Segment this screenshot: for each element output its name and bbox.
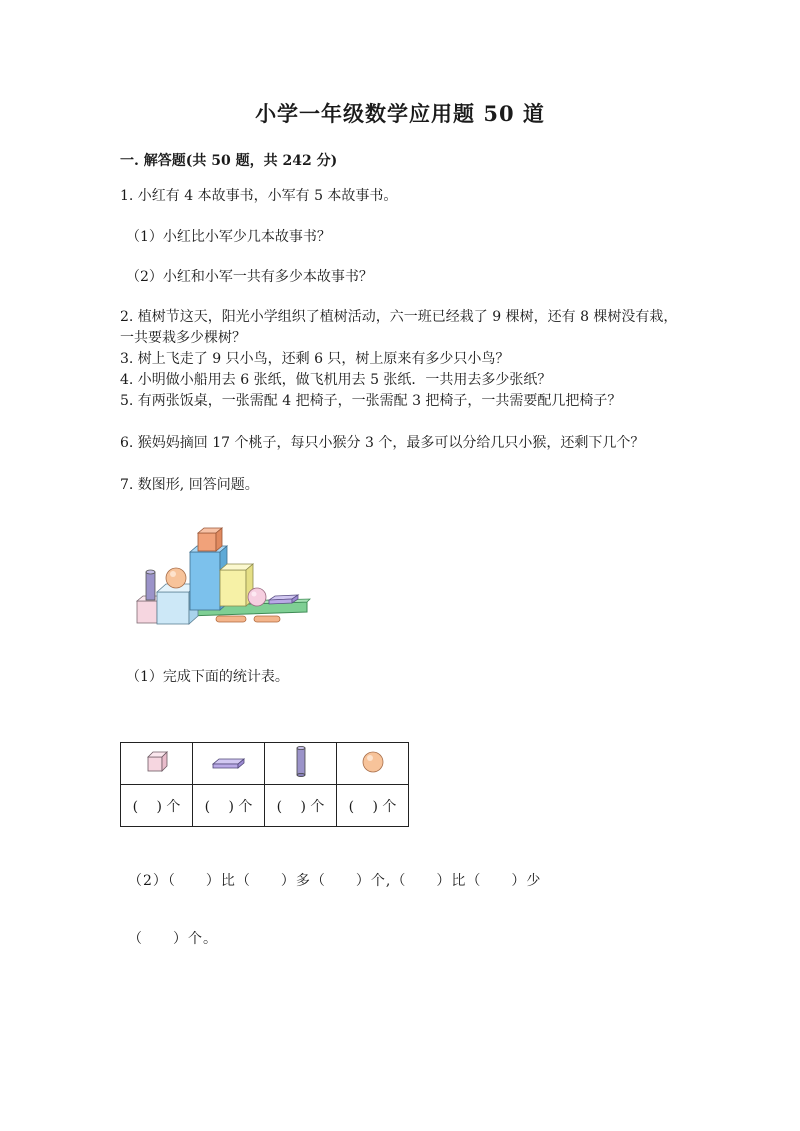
tall-blue-box-shape [190, 552, 220, 610]
yellow-box-shape [220, 570, 246, 606]
cylinder-shape [146, 572, 155, 600]
question-6: 6. 猴妈妈摘回 17 个桃子，每只小猴分 3 个，最多可以分给几只小猴，还剩下几个？ [120, 435, 645, 451]
question-1-part-1: （1）小红比小军少几本故事书？ [126, 229, 331, 245]
table-icon-cell [337, 743, 409, 785]
answer-cell-cube[interactable]: ( ) 个 [121, 785, 193, 827]
question-7-part-1: （1）完成下面的统计表。 [126, 669, 289, 685]
sphere-icon [360, 749, 386, 775]
question-3: 3. 树上飞走了 9 只小鸟，还剩 6 只，树上原来有多少只小鸟？ [120, 351, 510, 367]
cuboid-icon [210, 752, 248, 772]
section-heading: 一. 解答题(共 50 题，共 242 分) [120, 153, 338, 169]
answer-cell-cuboid[interactable]: ( ) 个 [193, 785, 265, 827]
log-shape-1 [216, 616, 246, 622]
table-icon-row [121, 743, 409, 785]
question-7: 7. 数图形, 回答问题。 [120, 477, 259, 493]
table-answer-row [121, 785, 409, 827]
orange-cube-shape [198, 533, 216, 551]
cube-icon [142, 747, 172, 777]
question-7-part-2-line-1: （2）（ ）比（ ）多（ ）个,（ ）比（ ）少 [128, 873, 542, 889]
sphere-shape-2 [248, 588, 266, 606]
table-icon-cell [121, 743, 193, 785]
cylinder-icon [293, 745, 309, 779]
log-shape-2 [254, 616, 280, 622]
answer-cell-sphere[interactable]: ( ) 个 [337, 785, 409, 827]
answer-cell-cylinder[interactable]: ( ) 个 [265, 785, 337, 827]
question-4: 4. 小明做小船用去 6 张纸，做飞机用去 5 张纸．一共用去多少张纸？ [120, 372, 552, 388]
statistics-table [120, 742, 409, 827]
page-title: 小学一年级数学应用题 50 道 [255, 101, 545, 126]
question-5: 5. 有两张饭桌，一张需配 4 把椅子，一张需配 3 把椅子，一共需要配几把椅子？ [120, 393, 622, 409]
light-blue-box-shape [157, 592, 189, 624]
table-icon-cell [265, 743, 337, 785]
sphere-shape-1 [166, 568, 186, 588]
shapes-illustration [132, 522, 312, 632]
pink-cube-shape [137, 601, 157, 623]
question-1: 1. 小红有 4 本故事书，小军有 5 本故事书。 [120, 188, 398, 204]
question-2: 2. 植树节这天，阳光小学组织了植树活动，六一班已经栽了 9 棵树，还有 8 棵树没有栽，一共要栽多少棵树？ [120, 309, 678, 346]
question-7-part-2-line-2: （ ）个。 [128, 931, 218, 947]
question-1-part-2: （2）小红和小军一共有多少本故事书？ [126, 269, 373, 285]
table-icon-cell [193, 743, 265, 785]
